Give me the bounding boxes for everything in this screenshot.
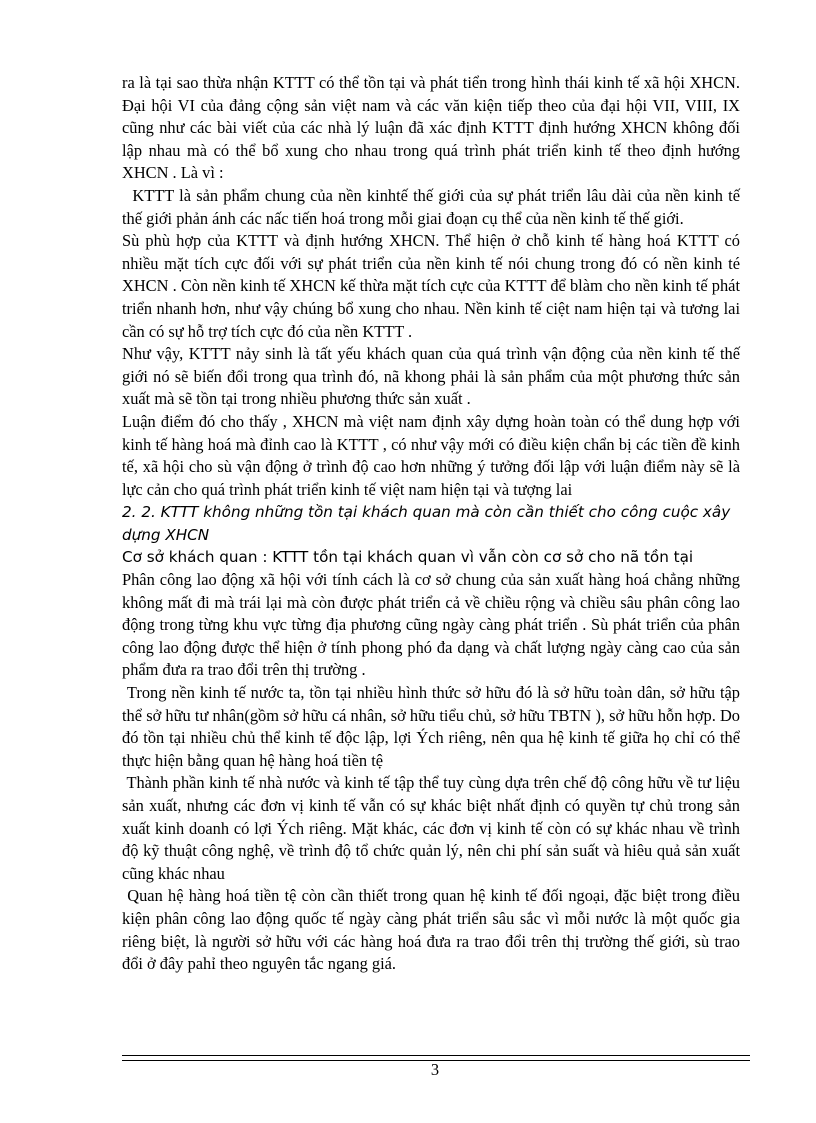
- paragraph-world-economy: KTTT là sản phẩm chung của nền kinhtế thế giới của sự phát triển lâu dài của nền kinh tế thế giới phản ánh các nấc tiến hoá trong mỗi giai đoạn cụ thể của nền kinh tế thế giới.: [122, 185, 745, 228]
- paragraph-state-sector: Thành phần kinh tế nhà nước và kinh tế tập thể tuy cùng dựa trên chế độ công hữu về tư liệu sản xuất, nhưng các đơn vị kinh tế vẫn có sự khác biệt nhất định có quyền tự chủ trong sản xuất kinh doanh có lợi Ých riêng. Mặt khác, các đơn vị kinh tế còn có sự khác nhau về trình độ kỹ thuật công nghệ, về trình độ tổ chức quản lý, nên chi phí sản suất và hiêu quả sản xuất cũng khác nhau: [122, 773, 745, 883]
- page-number: 3: [430, 1060, 440, 1079]
- paragraph-division-of-labour: Phân công lao động xã hội với tính cách là cơ sở chung của sản xuất hàng hoá chẳng những không mất đi mà trái lại mà còn được phát triển cả về chiều rộng và chiều sâu phân công lao động trong từng khu vực từng địa phương cũng ngày càng phát triển . Sù phát triển của phân công lao động được thể hiện ở tính phong phó đa dạng và chất lượng ngày càng cao của sản phẩm đưa ra trao đổi trên thị trường .: [122, 570, 740, 680]
- paragraph-inevitable: Như vậy, KTTT nảy sinh là tất yếu khách quan của quá trình vận động của nền kinh tế thế giới nó sẽ biến đổi trong qua trình đó, nã khong phải là sản phẩm của một phương thức sản xuất mà sẽ tồn tại trong nhiều phương thức sản xuất .: [122, 344, 740, 409]
- section-heading: 2. 2. KTTT không những tồn tại khách quan mà còn cần thiết cho công cuộc xây dựng XHCN: [122, 503, 731, 544]
- body-text: [122, 72, 745, 976]
- paragraph-intro: ra là tại sao thừa nhận KTTT có thể tồn tại và phát tiển trong hình thái kinh tế xã hội XHCN. Đại hội VI của đảng cộng sản việt nam và các văn kiện tiếp theo của đại hội VII, VIII, IX cũng như các bài viết của các nhà lý luận đã xác định KTTT định hướng XHCN không đối lập nhau mà có thể bổ xung cho nhau trong quá trình phát triển kinh tế theo định hướng XHCN . Là vì :: [122, 73, 740, 183]
- paragraph-argument: Luận điểm đó cho thấy , XHCN mà việt nam định xây dựng hoàn toàn có thể dung hợp với kinh tế hàng hoá mà đỉnh cao là KTTT , có như vậy mới có điều kiện chẩn bị các tiền đề kinh tế, xã hội cho sù vận động ở trình độ cao hơn những ý tưởng đối lập với luận điểm này sẽ là lực cản cho quá trình phát triển kinh tế việt nam hiện tại và tượng lai: [122, 411, 740, 499]
- paragraph-compatibility: Sù phù hợp của KTTT và định hướng XHCN. Thể hiện ở chỗ kinh tế hàng hoá KTTT có nhiều mặt tích cực đối với sự phát triển của nền kinh tế nói chung trong đó có nền kinh té XHCN . Còn nền kinh tế XHCN kế thừa mặt tích cực của KTTT để blàm cho nền kinh tế phát triển nhanh hơn, như vậy chúng bổ xung cho nhau. Nền kinh tế ciệt nam hiện tại và tương lai cần có sự hỗ trợ tích cực đó của nền KTTT .: [122, 231, 740, 341]
- paragraph-ownership-forms: Trong nền kinh tế nước ta, tồn tại nhiều hình thức sở hữu đó là sở hữu toàn dân, sở hữu tập thể sở hữu tư nhân(gồm sở hữu cá nhân, sở hữu tiểu chủ, sở hữu TBTN ), sở hữu hỗn hợp. Do đó tồn tại nhiều chủ thể kinh tế độc lập, lợi Ých riêng, nên qua hệ kinh tế giữa họ chỉ có thể thực hiện bằng quan hệ hàng hoá tiền tệ: [122, 683, 745, 770]
- paragraph-foreign-relations: Quan hệ hàng hoá tiền tệ còn cần thiết trong quan hệ kinh tế đối ngoại, đặc biệt trong điều kiện phân công lao động quốc tế ngày càng phát triển sâu sắc vì mỗi nước là một quốc gia riêng biệt, là người sở hữu với các hàng hoá đưa ra trao đổi trên thị trường thế giới, sù trao đổi ở đây pahỉ theo nguyên tắc ngang giá.: [122, 886, 745, 974]
- paragraph-objective-basis: Cơ sở khách quan : KTTT tồn tại khách quan vì vẫn còn cơ sở cho nã tồn tại: [122, 548, 694, 567]
